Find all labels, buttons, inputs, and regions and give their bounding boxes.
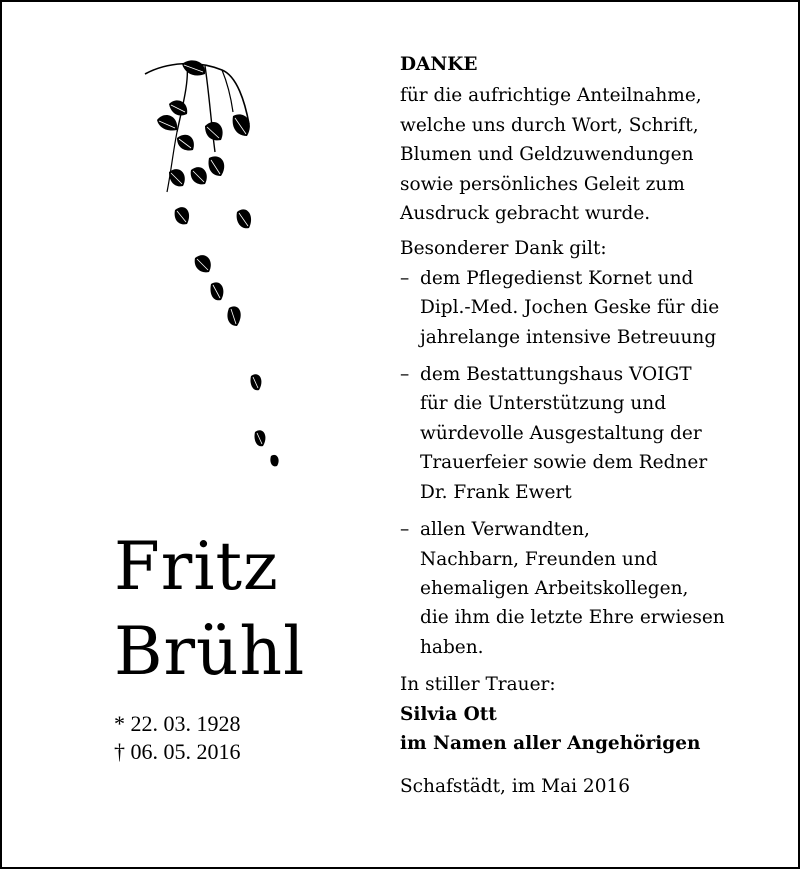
thanks-title: DANKE — [400, 54, 478, 75]
signature-block — [400, 670, 780, 802]
falling-leaves-icon — [127, 52, 297, 482]
mourning-line: In stiller Trauer: — [400, 674, 556, 696]
special-thanks-heading: Besonderer Dank gilt: — [400, 238, 607, 260]
intro-line: sowie persönliches Geleit zum — [400, 173, 685, 195]
item-line: Trauerfeier sowie dem Redner — [420, 452, 708, 474]
item-line: haben. — [420, 636, 484, 658]
deceased-first-name: Fritz — [114, 528, 279, 605]
item-line: Dipl.-Med. Jochen Geske für die — [420, 297, 720, 319]
signer-on-behalf: im Namen aller Angehörigen — [400, 732, 701, 754]
thanks-intro — [400, 81, 780, 228]
item-line: für die Unterstützung und — [420, 393, 667, 415]
item-line: dem Bestattungshaus VOIGT — [420, 364, 692, 386]
thanks-text — [400, 50, 780, 802]
intro-line: welche uns durch Wort, Schrift, — [400, 114, 699, 136]
item-line: Dr. Frank Ewert — [420, 481, 572, 503]
life-dates — [114, 710, 241, 766]
intro-line: Ausdruck gebracht wurde. — [400, 203, 651, 225]
dash-bullet: – — [400, 364, 410, 386]
dash-bullet: – — [400, 519, 410, 541]
item-line: allen Verwandten, — [420, 519, 590, 541]
item-line: ehemaligen Arbeitskollegen, — [420, 577, 689, 599]
item-line: dem Pflegedienst Kornet und — [420, 267, 694, 289]
intro-line: für die aufrichtige Anteilnahme, — [400, 85, 702, 107]
item-line: jahrelange intensive Betreuung — [420, 326, 717, 348]
intro-line: Blumen und Geldzuwendungen — [400, 144, 694, 166]
dash-bullet: – — [400, 267, 410, 289]
thanks-item — [400, 264, 780, 352]
place-date: Schafstädt, im Mai 2016 — [400, 776, 631, 798]
thanks-item — [400, 515, 780, 662]
death-date: † 06. 05. 2016 — [114, 739, 241, 764]
signer-name: Silvia Ott — [400, 703, 497, 725]
item-line: würdevolle Ausgestaltung der — [420, 422, 702, 444]
item-line: die ihm die letzte Ehre erwiesen — [420, 607, 725, 629]
thanks-item — [400, 360, 780, 507]
birth-date: * 22. 03. 1928 — [114, 711, 241, 736]
item-line: Nachbarn, Freunden und — [420, 548, 658, 570]
deceased-last-name: Brühl — [114, 613, 306, 690]
